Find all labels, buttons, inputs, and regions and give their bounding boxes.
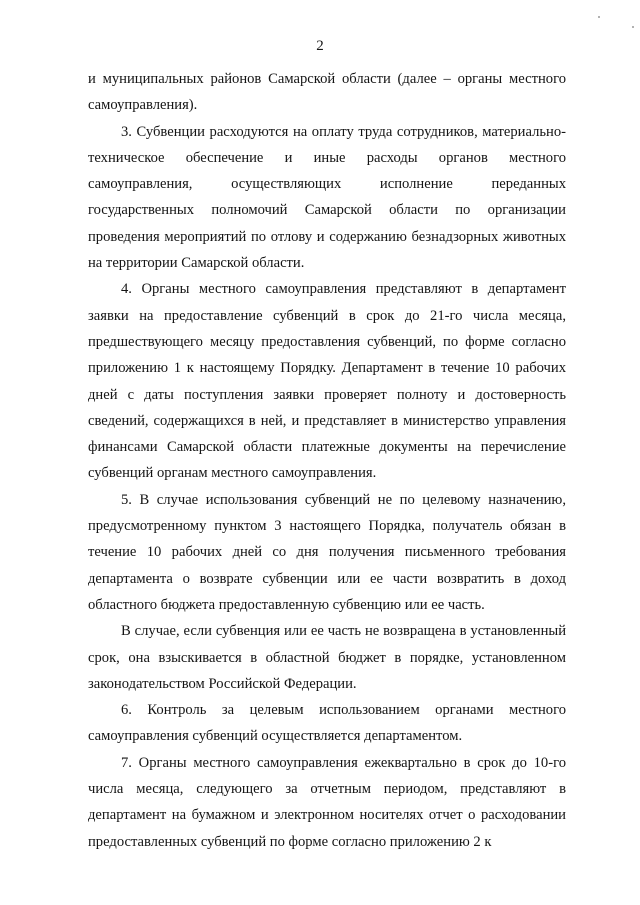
paragraph-continuation: и муниципальных районов Самарской области (далее – органы местного самоуправления).	[88, 71, 566, 114]
scan-speck	[632, 26, 634, 28]
paragraph-item-4: 4. Органы местного самоуправления представляют в департамент заявки на предоставление субвенций в срок до 21-го числа месяца, предшествующего месяцу предоставления субвенций, по форме согласно приложению 1 к настоящему Порядку. Департамент в течение 10 рабочих дней с даты поступления заявки проверяет полноту и достоверность сведений, содержащихся в ней, и представляет в министерство управления финансами Самарской области платежные документы на перечисление субвенций органам местного самоуправления.	[88, 281, 566, 482]
scan-speck	[598, 16, 600, 18]
paragraph-item-5: 5. В случае использования субвенций не по целевому назначению, предусмотренному пунктом 3 настоящего Порядка, получатель обязан в течение 10 рабочих дней со дня получения письменного требования департамента о возврате субвенции или ее части возвратить в доход областного бюджета предоставленную субвенцию или ее часть.	[88, 491, 566, 613]
page-number: 2	[316, 38, 324, 54]
paragraph-item-5-continued: В случае, если субвенция или ее часть не возвращена в установленный срок, она взыскивается в областной бюджет в порядке, установленном законодательством Российской Федерации.	[88, 623, 566, 692]
paragraph-item-3: 3. Субвенции расходуются на оплату труда сотрудников, материально-техническое обеспечение и иные расходы органов местного самоуправления, осуществляющих исполнение переданных государственных полномочий Самарской области по организации проведения мероприятий по отлову и содержанию безнадзорных животных на территории Самарской области.	[88, 123, 566, 272]
paragraph-item-7: 7. Органы местного самоуправления ежеквартально в срок до 10-го числа месяца, следующего за отчетным периодом, представляют в департамент на бумажном и электронном носителях отчет о расходовании предоставленных субвенций по форме согласно приложению 2 к	[88, 754, 566, 850]
paragraph-item-6: 6. Контроль за целевым использованием органами местного самоуправления субвенций осуществляется департаментом.	[88, 702, 566, 745]
document-body	[88, 66, 566, 855]
